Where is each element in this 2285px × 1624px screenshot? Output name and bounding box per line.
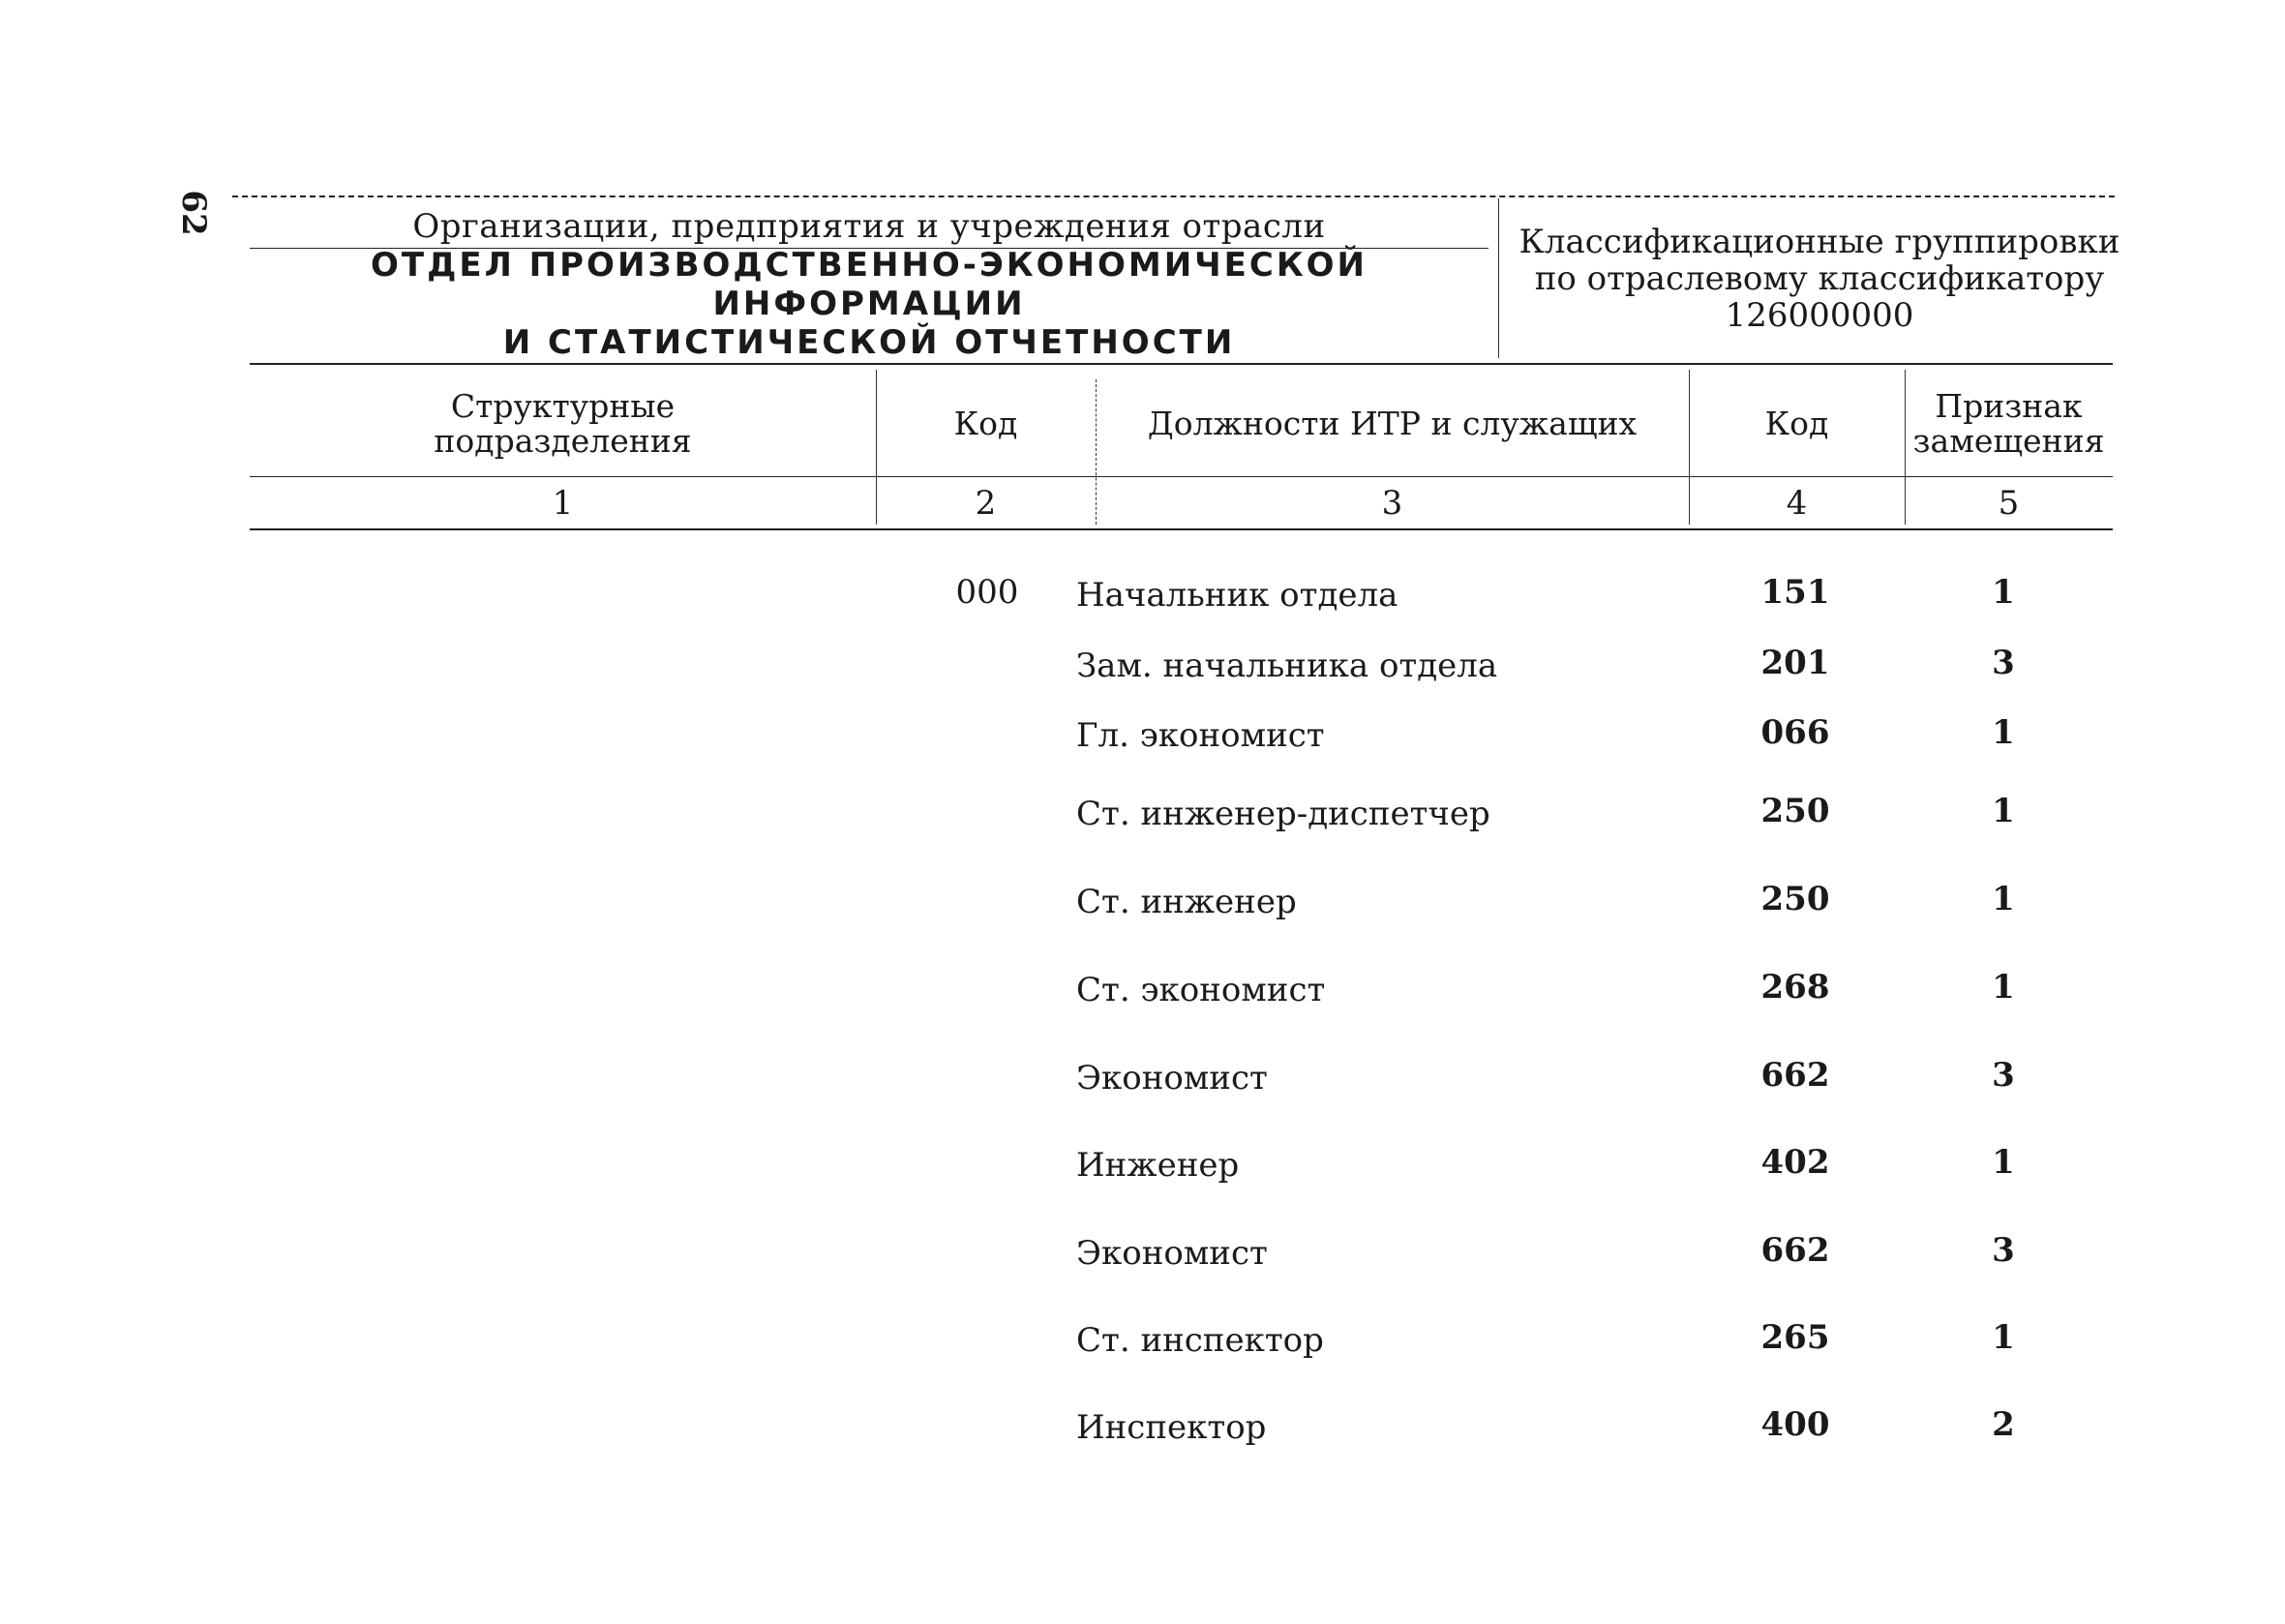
row-code: 662 bbox=[1760, 1231, 1830, 1270]
row-mark: 1 bbox=[1992, 792, 2015, 830]
row-code: 268 bbox=[1760, 968, 1830, 1007]
table-top-rule bbox=[250, 363, 2113, 365]
col-header-3: Должности ИТР и служащих bbox=[1147, 404, 1638, 442]
col-header-2: Код bbox=[953, 404, 1018, 442]
row-code: 265 bbox=[1760, 1318, 1830, 1357]
header-divider bbox=[1498, 198, 1499, 358]
row-code: 201 bbox=[1760, 644, 1830, 682]
header-underline bbox=[250, 476, 2113, 477]
row-mark: 1 bbox=[1992, 968, 2015, 1007]
row-position: Гл. экономист bbox=[1076, 716, 1325, 755]
row-mark: 1 bbox=[1992, 1318, 2015, 1357]
col-header-subdivisions bbox=[250, 373, 876, 474]
col-number-3: 3 bbox=[1381, 484, 1403, 523]
row-position: Начальник отдела bbox=[1076, 576, 1398, 615]
row-mark: 1 bbox=[1992, 573, 2015, 612]
classification-line2: по отраслевому классификатору bbox=[1534, 259, 2105, 298]
row-code: 151 bbox=[1760, 573, 1830, 612]
department-title bbox=[250, 246, 1488, 362]
org-line: Организации, предприятия и учреждения отрасли bbox=[412, 207, 1326, 246]
col-header-position-code bbox=[1689, 373, 1905, 474]
top-rule bbox=[232, 195, 2115, 197]
row-position: Ст. инженер bbox=[1076, 883, 1297, 921]
col-header-code bbox=[876, 373, 1096, 474]
row-mark: 1 bbox=[1992, 713, 2015, 752]
col-header-replacement-mark bbox=[1905, 373, 2113, 474]
col-header-positions bbox=[1096, 373, 1689, 474]
classification-code: 126000000 bbox=[1725, 296, 1914, 335]
col-number-5: 5 bbox=[1998, 484, 2020, 523]
row-mark: 1 bbox=[1992, 1143, 2015, 1182]
row-code: 250 bbox=[1760, 792, 1830, 830]
row-code: 250 bbox=[1760, 880, 1830, 918]
row-position: Зам. начальника отдела bbox=[1076, 647, 1498, 685]
subdivision-code: 000 bbox=[955, 573, 1019, 612]
col-header-1-line1: Структурные bbox=[450, 386, 676, 425]
column-numbers-underline bbox=[250, 528, 2113, 530]
row-mark: 3 bbox=[1992, 644, 2015, 682]
row-mark: 3 bbox=[1992, 1056, 2015, 1095]
row-code: 662 bbox=[1760, 1056, 1830, 1095]
col-header-1-line2: подразделения bbox=[434, 421, 692, 460]
col-number-1: 1 bbox=[552, 484, 574, 523]
col-header-4: Код bbox=[1764, 404, 1829, 442]
classification-line1: Классификационные группировки bbox=[1518, 223, 2120, 261]
row-position: Экономист bbox=[1076, 1234, 1268, 1273]
col-header-5-line1: Признак bbox=[1935, 386, 2083, 425]
row-position: Ст. инспектор bbox=[1076, 1321, 1324, 1360]
row-code: 402 bbox=[1760, 1143, 1830, 1182]
row-position: Инспектор bbox=[1076, 1408, 1267, 1447]
row-code: 066 bbox=[1760, 713, 1830, 752]
row-position: Инженер bbox=[1076, 1146, 1240, 1185]
row-position: Ст. экономист bbox=[1076, 971, 1326, 1009]
col-header-5-line2: замещения bbox=[1912, 421, 2105, 460]
row-position: Ст. инженер-диспетчер bbox=[1076, 795, 1490, 833]
row-code: 400 bbox=[1760, 1405, 1830, 1444]
department-title-line1: ОТДЕЛ ПРОИЗВОДСТВЕННО-ЭКОНОМИЧЕСКОЙ ИНФОРМАЦИИ bbox=[371, 246, 1368, 323]
department-title-line2: И СТАТИСТИЧЕСКОЙ ОТЧЕТНОСТИ bbox=[502, 323, 1236, 362]
row-mark: 3 bbox=[1992, 1231, 2015, 1270]
row-position: Экономист bbox=[1076, 1059, 1268, 1098]
page-number: 62 bbox=[174, 190, 213, 236]
classification-block bbox=[1510, 221, 2129, 337]
row-mark: 1 bbox=[1992, 880, 2015, 918]
col-number-4: 4 bbox=[1786, 484, 1808, 523]
col-number-2: 2 bbox=[975, 484, 997, 523]
row-mark: 2 bbox=[1992, 1405, 2015, 1444]
